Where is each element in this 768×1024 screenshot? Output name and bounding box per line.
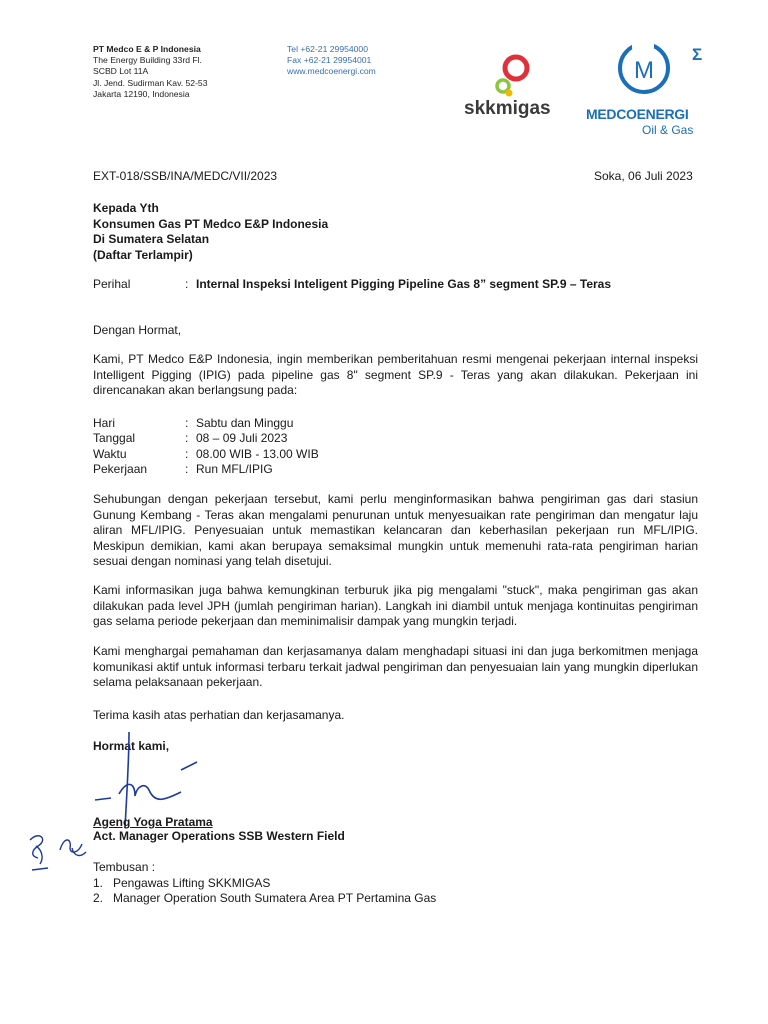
cc-item xyxy=(93,876,436,891)
sender-website: www.medcoenergi.com xyxy=(287,66,376,77)
margin-note-stroke xyxy=(32,868,48,870)
sender-company: PT Medco E & P Indonesia xyxy=(93,44,201,54)
signature-stroke xyxy=(125,732,129,828)
cc-label: Tembusan : xyxy=(93,860,156,874)
schedule-colon: : xyxy=(185,446,189,461)
cc-text: Manager Operation South Sumatera Area PT Pertamina Gas xyxy=(113,891,437,906)
schedule-label: Pekerjaan xyxy=(93,462,148,477)
recipient-block xyxy=(93,201,328,263)
subject-label: Perihal xyxy=(93,277,131,291)
signature-stroke xyxy=(95,798,111,800)
cc-list xyxy=(93,876,436,907)
cc-text: Pengawas Lifting SKKMIGAS xyxy=(113,876,271,890)
letter-date: Soka, 06 Juli 2023 xyxy=(594,169,693,183)
signature-stroke xyxy=(181,762,197,770)
schedule-value: 08.00 WIB - 13.00 WIB xyxy=(196,446,319,461)
skkmigas-yellow-dot xyxy=(506,90,513,97)
sender-fax: Fax +62-21 29954001 xyxy=(287,55,372,66)
schedule-label: Tanggal xyxy=(93,431,136,446)
schedule-value: Run MFL/IPIG xyxy=(196,462,273,477)
greeting: Dengan Hormat, xyxy=(93,323,182,337)
medco-wordmark: MEDCOENERGI xyxy=(586,106,689,122)
margin-note-stroke xyxy=(30,836,43,864)
recipient-line: Di Sumatera Selatan xyxy=(93,232,210,246)
medco-sigma: Σ xyxy=(692,45,703,64)
schedule-colon: : xyxy=(185,416,189,430)
cc-number: 1. xyxy=(93,876,104,890)
signatory-name: Ageng Yoga Pratama xyxy=(93,815,213,829)
body-paragraph-4: Kami menghargai pemahaman dan kerjasamanya dalam menghadapi situasi ini dan juga berkomitmen menjaga komunikasi aktif untuk informasi terbaru terkait jadwal pengiriman dan penyesuaian lain yang mungkin diperlukan selama pelaksanaan pekerjaan. xyxy=(93,644,698,690)
medco-ring-gap xyxy=(632,42,654,49)
sender-address-line: SCBD Lot 11A xyxy=(93,66,149,77)
sender-tel: Tel +62-21 29954000 xyxy=(287,44,368,54)
cc-number: 2. xyxy=(93,891,104,906)
schedule-label: Hari xyxy=(93,416,116,430)
sender-address xyxy=(93,44,207,100)
subject-colon: : xyxy=(185,277,189,291)
subject-text: Internal Inspeksi Inteligent Pigging Pipeline Gas 8” segment SP.9 – Teras xyxy=(196,277,612,291)
thanks-line: Terima kasih atas perhatian dan kerjasamanya. xyxy=(93,708,345,722)
margin-note-stroke xyxy=(60,840,86,855)
medco-mark: M xyxy=(634,57,654,84)
schedule-label: Waktu xyxy=(93,446,127,461)
body-paragraph-3: Kami informasikan juga bahwa kemungkinan terburuk jika pig mengalami "stuck", maka pengiriman gas akan dilakukan pada level JPH (jumlah pengiriman harian). Langkah ini diambil untuk menjaga kontinuitas pengiriman gas selama periode pekerjaan dan meminimalisir dampak yang mungkin terjadi. xyxy=(93,583,698,629)
signature-stroke xyxy=(119,784,181,799)
body-paragraph-2: Sehubungan dengan pekerjaan tersebut, kami perlu menginformasikan bahwa pengiriman gas dari stasiun Gunung Kembang - Teras akan mengalami penurunan untuk menyesuaikan rate pengiriman dan mengatur laju aliran MFL/IPIG. Penyesuaian untuk memastikan kelancaran dan keberhasilan pekerjaan run MFL/IPIG. Meskipun demikian, kami akan berupaya semaksimal mungkin untuk memenuhi rata-rata pengiriman harian sesuai dengan nominasi yang telah disetujui. xyxy=(93,492,698,569)
sender-contact xyxy=(287,44,376,78)
skkmigas-red-ring xyxy=(505,57,527,79)
schedule-colon: : xyxy=(185,431,189,446)
sender-address-line: Jl. Jend. Sudirman Kav. 52-53 xyxy=(93,77,208,88)
recipient-line: Kepada Yth xyxy=(93,201,159,215)
body-paragraph-1: Kami, PT Medco E&P Indonesia, ingin memberikan pemberitahuan resmi mengenai pekerjaan internal inspeksi Intelligent Pigging (IPIG) pada pipeline gas 8" segment SP.9 - Teras yang akan dilakukan. Pekerjaan ini direncanakan akan berlangsung pada: xyxy=(93,352,698,398)
skkmigas-wordmark: skkmigas xyxy=(464,98,551,119)
medcoenergi-logo xyxy=(582,40,712,140)
schedule-colon: : xyxy=(185,462,189,477)
signatory-title: Act. Manager Operations SSB Western Field xyxy=(93,829,345,843)
skkmigas-logo xyxy=(462,48,572,124)
cc-item xyxy=(93,891,436,906)
handwritten-margin-note xyxy=(26,826,96,876)
schedule-value: 08 – 09 Juli 2023 xyxy=(196,431,288,446)
recipient-line: (Daftar Terlampir) xyxy=(93,247,193,262)
sender-address-line: Jakarta 12190, Indonesia xyxy=(93,88,190,99)
medco-subtitle: Oil & Gas xyxy=(642,123,694,137)
recipient-line: Konsumen Gas PT Medco E&P Indonesia xyxy=(93,216,329,231)
schedule-value: Sabtu dan Minggu xyxy=(196,416,294,430)
letter-reference: EXT-018/SSB/INA/MEDC/VII/2023 xyxy=(93,169,278,183)
closing: Hormat kami, xyxy=(93,739,170,753)
sender-address-line: The Energy Building 33rd Fl. xyxy=(93,55,202,66)
